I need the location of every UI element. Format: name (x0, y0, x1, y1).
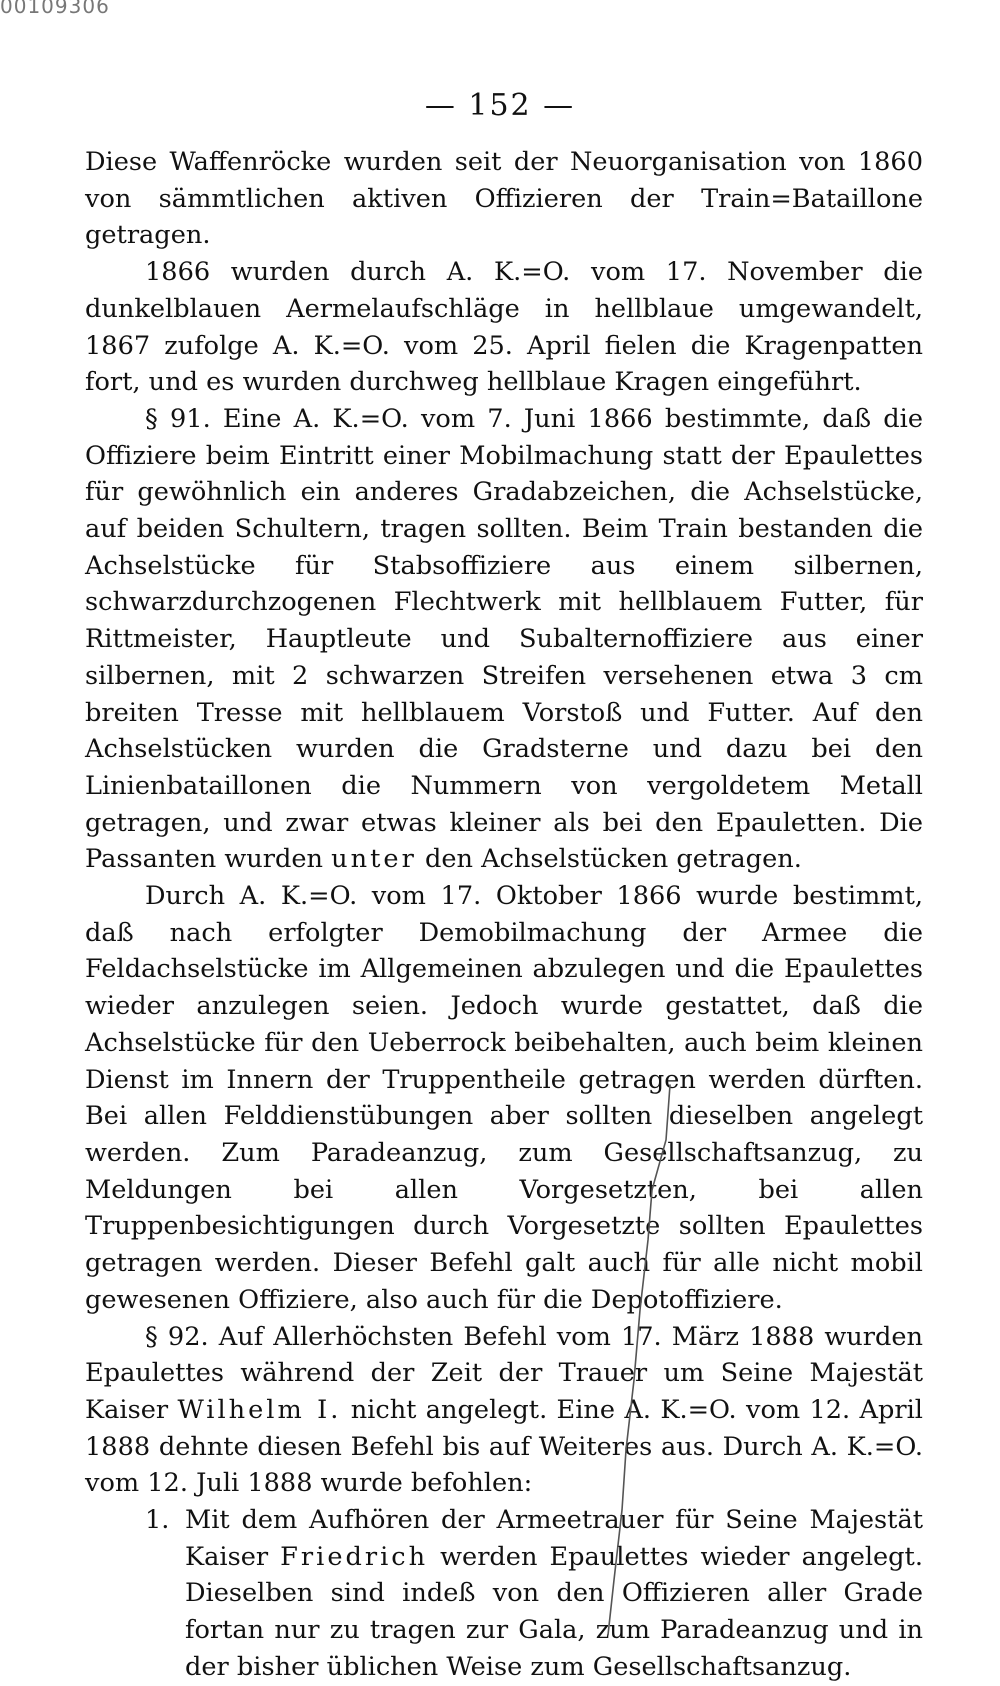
paragraph-section-91 (85, 401, 923, 878)
paragraph-section-91-tail: den Achselstücken getragen. (424, 844, 802, 875)
paragraph-2: 1866 wurden durch A. K.=O. vom 17. November die dunkelblauen Aermelaufschläge in hellblaue umgewandelt, 1867 zufolge A. K.=O. vom 25. April fielen die Kragenpatten fort, und es wurden durchweg hellblaue Kragen eingeführt. (85, 257, 923, 398)
list-item-tail: werden Epaulettes wieder angelegt. Dieselben sind indeß von den Offizieren aller Grade fortan nur zu tragen zur Gala, zum Paradeanzug und in der bisher üblichen Weise zum Gesellschaftsanzug. (185, 1541, 923, 1682)
paragraph-section-92-tail: nicht angelegt. Eine A. K.=O. vom 12. April 1888 dehnte diesen Befehl bis auf Weiteres aus. Durch A. K.=O. vom 12. Juli 1888 wurde befohlen: (85, 1394, 923, 1499)
page-number: — 152 — (424, 88, 576, 123)
list-item (145, 1502, 923, 1686)
ordinance-list (85, 1502, 923, 1686)
pencil-stroke (608, 1085, 670, 1635)
page-body (85, 144, 923, 1686)
paragraph-section-92-text: § 92. Auf Allerhöchsten Befehl vom 17. März 1888 wurden Epaulettes während der Zeit der Trauer um Seine Majestät Kaiser (85, 1321, 923, 1425)
spaced-name: Friedrich (280, 1541, 429, 1572)
paragraph-4: Durch A. K.=O. vom 17. Oktober 1866 wurde bestimmt, daß nach erfolgter Demobilmachung der Armee die Feldachselstücke im Allgemeinen abzulegen und die Epaulettes wieder anzulegen seien. Jedoch wurde gestattet, daß die Achselstücke für den Ueberrock beibehalten, auch beim kleinen Dienst im Innern der Truppentheile getragen werden dürften. Bei allen Felddienstübungen aber sollten dieselben angelegt werden. Zum Paradeanzug, zum Gesellschaftsanzug, zu Meldungen bei allen Vorgesetzten, bei allen Truppenbesichtigungen durch Vorgesetzte sollten Epaulettes getragen werden. Dieser Befehl galt auch für alle nicht mobil gewesenen Offiziere, also auch für die Depotoffiziere. (85, 881, 923, 1315)
list-item-text: Mit dem Aufhören der Armeetrauer für Seine Majestät Kaiser (185, 1505, 923, 1572)
archive-id-mark: 00109306 (0, 0, 110, 18)
paragraph-section-91-text: § 91. Eine A. K.=O. vom 7. Juni 1866 bestimmte, daß die Offiziere beim Eintritt einer Mobilmachung statt der Epaulettes für gewöhnlich ein anderes Gradabzeichen, die Achselstücke, auf beiden Schultern, tragen sollten. Beim Train bestanden die Achselstücke für Stabsoffiziere aus einem silbernen, schwarzdurchzogenen Flechtwerk mit hellblauem Futter, für Rittmeister, Hauptleute und Subalternoffiziere aus einer silbernen, mit 2 schwarzen Streifen versehenen etwa 3 cm breiten Tresse mit hellblauem Vorstoß und Futter. Auf den Achselstücken wurden die Gradsterne und dazu bei den Linienbataillonen die Nummern von vergoldetem Metall getragen, und zwar etwas kleiner als bei den Epauletten. Die Passanten wurden (85, 403, 923, 875)
list-item-number: 1. (145, 1505, 170, 1536)
spaced-word: unter (331, 844, 417, 875)
paragraph-1: Diese Waffenröcke wurden seit der Neuorganisation von 1860 von sämmtlichen aktiven Offizieren der Train=Bataillone getragen. (85, 147, 923, 251)
spaced-name: Wilhelm I. (177, 1394, 342, 1425)
pencil-mark (600, 1080, 680, 1640)
paragraph-section-92 (85, 1319, 923, 1503)
